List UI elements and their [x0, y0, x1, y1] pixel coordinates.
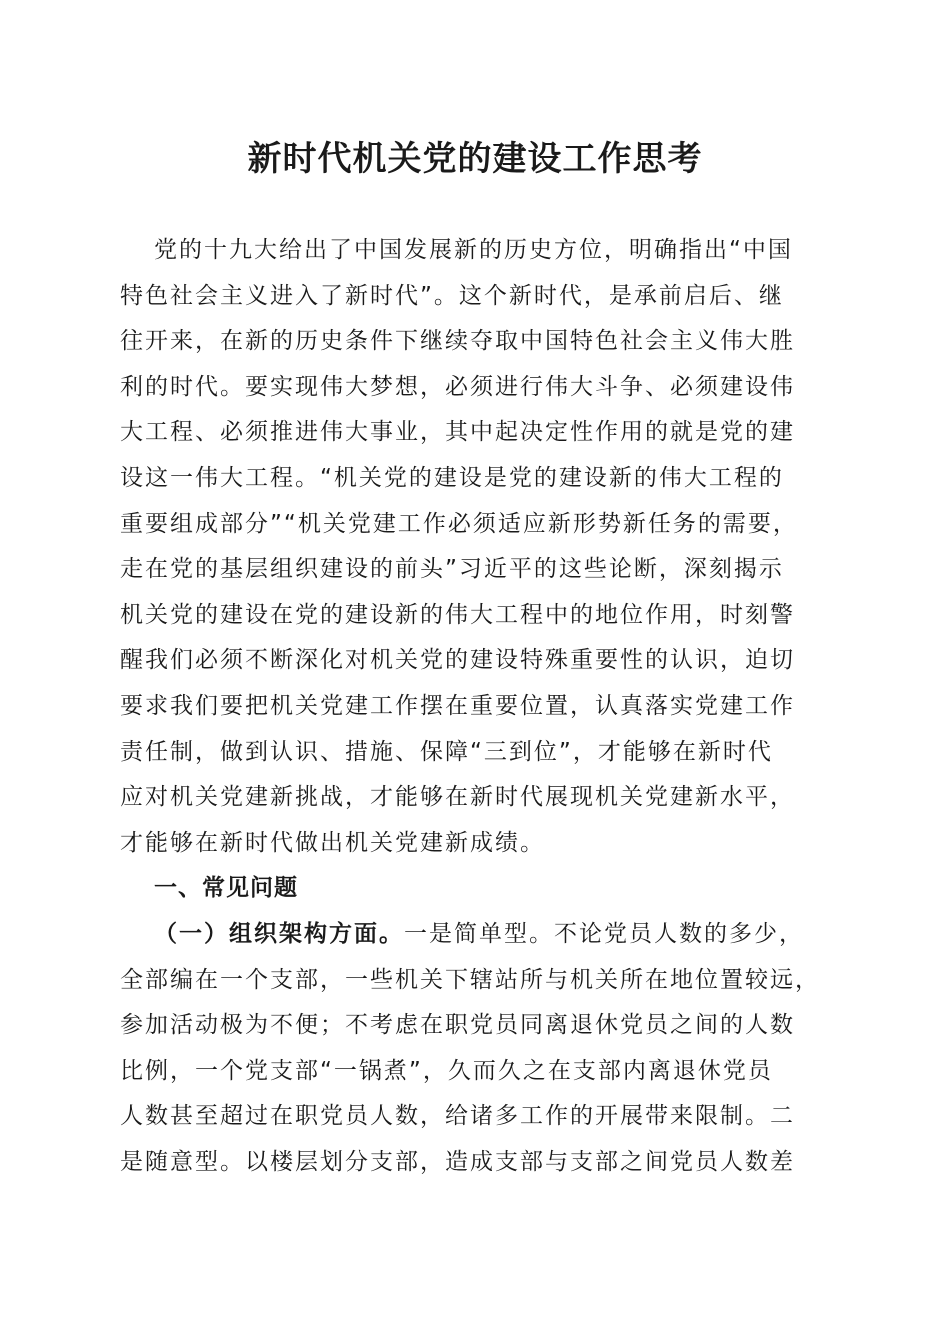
paragraph-line: 才能够在新时代做出机关党建新成绩。 — [120, 829, 545, 856]
paragraph-line: 比例，一个党支部“一锅煮”，久而久之在支部内离退休党员 — [120, 1057, 773, 1084]
paragraph-line: 人数甚至超过在职党员人数，给诸多工作的开展带来限制。二 — [120, 1103, 795, 1130]
paragraph-line: 醒我们必须不断深化对机关党的建设特殊重要性的认识，迫切 — [120, 647, 795, 674]
paragraph-line: 要求我们要把机关党建工作摆在重要位置，认真落实党建工作 — [120, 692, 795, 719]
document-title: 新时代机关党的建设工作思考 — [247, 139, 703, 179]
paragraph-line: 走在党的基层组织建设的前头”习近平的这些论断，深刻揭示 — [120, 556, 784, 583]
subsection-label: （一）组织架构方面。 — [154, 920, 404, 947]
paragraph-line: 设这一伟大工程。“机关党的建设是党的建设新的伟大工程的 — [120, 464, 784, 491]
paragraph-line: 特色社会主义进入了新时代”。这个新时代，是承前启后、继 — [120, 282, 784, 309]
paragraph-line: 往开来，在新的历史条件下继续夺取中国特色社会主义伟大胜 — [120, 328, 795, 355]
subsection-line-rest: 一是简单型。不论党员人数的多少， — [404, 920, 804, 947]
paragraph-line: 重要组成部分”“机关党建工作必须适应新形势新任务的需要， — [120, 510, 798, 537]
section-heading: 一、常见问题 — [154, 875, 298, 902]
paragraph-line: 党的十九大给出了中国发展新的历史方位，明确指出“中国 — [154, 237, 793, 263]
paragraph-line: 参加活动极为不便；不考虑在职党员同离退休党员之间的人数 — [120, 1012, 795, 1039]
document-body — [120, 228, 832, 1185]
paragraph-line: 应对机关党建新挑战，才能够在新时代展现机关党建新水平， — [120, 784, 795, 811]
paragraph-line: 责任制，做到认识、措施、保障“三到位”，才能够在新时代 — [120, 738, 773, 765]
paragraph-line: 全部编在一个支部，一些机关下辖站所与机关所在地位置较远， — [120, 966, 820, 993]
paragraph-line: 利的时代。要实现伟大梦想，必须进行伟大斗争、必须建设伟 — [120, 373, 795, 400]
paragraph-line: 是随意型。以楼层划分支部，造成支部与支部之间党员人数差 — [120, 1148, 795, 1175]
subsection-first-line — [120, 912, 832, 958]
paragraph-line: 大工程、必须推进伟大事业，其中起决定性作用的就是党的建 — [120, 419, 795, 446]
paragraph-line: 机关党的建设在党的建设新的伟大工程中的地位作用，时刻警 — [120, 601, 795, 628]
